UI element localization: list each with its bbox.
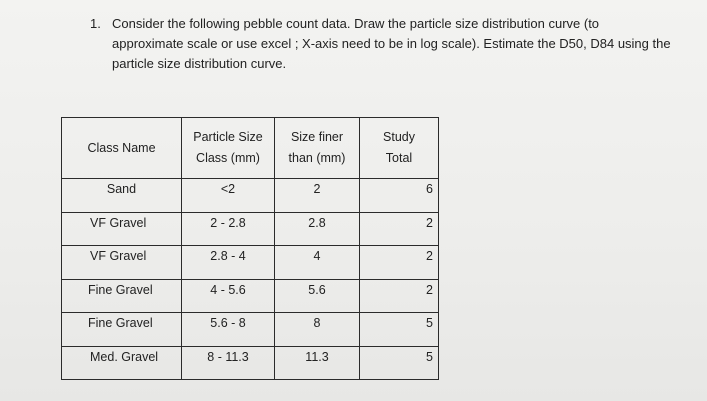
cell-text: Fine Gravel <box>88 316 153 330</box>
header-class-name <box>62 118 182 179</box>
header-label: Size finer <box>290 130 344 144</box>
question-line: approximate scale or use excel ; X-axis need to be in log scale). Estimate the D50, D84 using the <box>112 36 671 51</box>
header-label: Class Name <box>87 140 156 155</box>
cell-text: VF Gravel <box>90 215 147 230</box>
table-row <box>62 179 439 213</box>
cell-text: 2 - 2.8 <box>210 215 246 230</box>
table-header-row <box>62 118 439 179</box>
cell-class-name <box>62 179 182 213</box>
cell-study-total <box>360 246 439 280</box>
header-label: Class (mm) <box>196 151 260 165</box>
header-label: than (mm) <box>288 151 346 165</box>
question-text <box>112 14 680 74</box>
cell-size-finer <box>275 346 360 380</box>
cell-size-class <box>182 246 275 280</box>
question-number: 1. <box>90 16 101 31</box>
header-size-finer <box>275 118 360 179</box>
cell-study-total <box>360 279 439 313</box>
cell-size-finer <box>275 279 360 313</box>
cell-text: 2 <box>426 249 433 263</box>
cell-size-class <box>182 179 275 213</box>
cell-text: 5 <box>426 349 433 364</box>
cell-text: 2 <box>313 182 321 196</box>
cell-text: 4 - 5.6 <box>210 282 246 297</box>
cell-size-finer <box>275 313 360 347</box>
cell-text: 4 <box>313 249 321 263</box>
cell-class-name <box>62 279 182 313</box>
pebble-count-table <box>61 117 439 380</box>
header-label: Study <box>383 130 415 144</box>
question-line: particle size distribution curve. <box>112 56 287 71</box>
cell-study-total <box>360 313 439 347</box>
cell-size-finer <box>275 246 360 280</box>
cell-text: 2.8 <box>308 215 326 230</box>
header-particle-size <box>182 118 275 179</box>
cell-study-total <box>360 212 439 246</box>
cell-text: 6 <box>426 182 433 196</box>
cell-text: Med. Gravel <box>90 349 159 364</box>
table-row <box>62 212 439 246</box>
cell-size-class <box>182 313 275 347</box>
cell-study-total <box>360 346 439 380</box>
cell-class-name <box>62 346 182 380</box>
cell-text: 2.8 - 4 <box>210 249 246 263</box>
table-row <box>62 279 439 313</box>
table-row <box>62 313 439 347</box>
question-line: Consider the following pebble count data. Draw the particle size distribution curve (to <box>112 16 600 31</box>
cell-class-name <box>62 246 182 280</box>
cell-text: <2 <box>220 182 236 196</box>
cell-size-class <box>182 279 275 313</box>
header-label: Particle Size <box>193 130 263 144</box>
cell-text: 8 <box>313 316 321 330</box>
cell-text: Sand <box>106 182 137 196</box>
cell-text: Fine Gravel <box>88 282 153 297</box>
table-row <box>62 246 439 280</box>
cell-size-class <box>182 212 275 246</box>
header-study-total <box>360 118 439 179</box>
cell-text: 8 - 11.3 <box>207 349 249 364</box>
cell-text: 2 <box>426 282 433 297</box>
cell-study-total <box>360 179 439 213</box>
cell-class-name <box>62 313 182 347</box>
cell-text: VF Gravel <box>90 249 147 263</box>
cell-class-name <box>62 212 182 246</box>
cell-text: 2 <box>426 215 433 230</box>
cell-text: 11.3 <box>305 349 329 364</box>
cell-size-finer <box>275 179 360 213</box>
question-block <box>90 14 680 74</box>
cell-size-class <box>182 346 275 380</box>
cell-text: 5.6 - 8 <box>210 316 246 330</box>
header-label: Total <box>385 151 413 165</box>
cell-text: 5 <box>426 316 433 330</box>
table-row <box>62 346 439 380</box>
cell-text: 5.6 <box>308 282 326 297</box>
cell-size-finer <box>275 212 360 246</box>
